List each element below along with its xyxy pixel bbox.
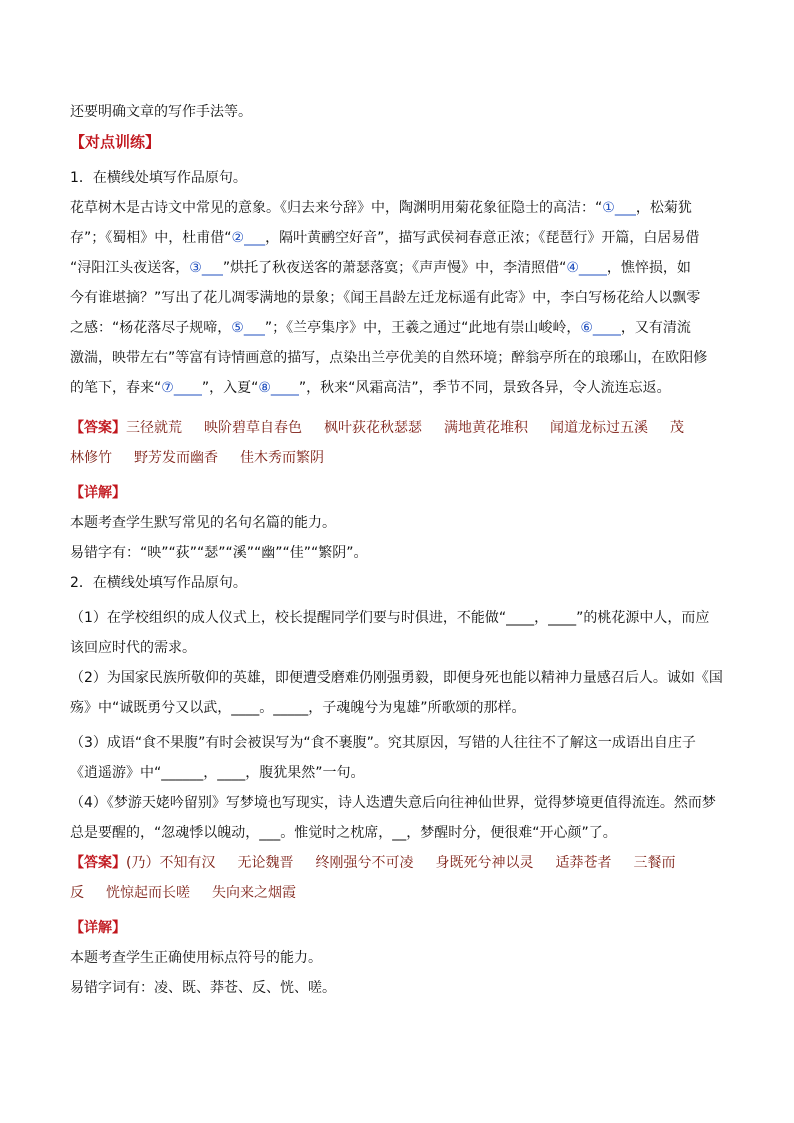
blank-5: ⑤___ (231, 320, 265, 336)
q1-line-5: 之感：“杨花落尽子规啼，⑤___”；《兰亭集序》中，王羲之通过“此地有崇山峻岭，⑥____，又有清流 (70, 320, 691, 336)
q2-detail-1: 本题考查学生正确使用标点符号的能力。 (70, 950, 322, 966)
q2-sub4-a: （4）《梦游天姥吟留别》写梦境也写现实，诗人迭遭失意后向往神仙世界，觉得梦境更值得流连。然而梦 (70, 795, 716, 811)
blank-4: ④____ (566, 260, 607, 276)
q1-line-7: 的笔下，春来“⑦____”，入夏“⑧____”，秋来“风霜高洁”，季节不同，景致各异，令人流连忘返。 (70, 380, 671, 396)
q2-detail-label: 【详解】 (70, 920, 126, 936)
q1-number: 1．在横线处填写作品原句。 (70, 170, 247, 186)
section-title: 【对点训练】 (70, 133, 161, 151)
blank-1: ①___ (602, 200, 636, 216)
q2-sub4-b: 总是要醒的，“忽魂悸以魄动，___。惟觉时之枕席，__，梦醒时分，便很难“开心颜”了。 (70, 825, 617, 841)
q1-detail-label: 【详解】 (70, 485, 126, 501)
answer-label: 【答案】 (70, 420, 126, 436)
q2-sub1-a: （1）在学校组织的成人仪式上，校长提醒同学们要与时俱进，不能做“____，____”的桃花源中人，而应 (70, 610, 710, 626)
q2-sub2-a: （2）为国家民族所敬仰的英雄，即便遭受磨难仍刚强勇毅，即便身死也能以精神力量感召后人。诚如《国 (70, 670, 723, 686)
q1-answer-line-1: 【答案】三径就荒 映阶碧草自春色 枫叶荻花秋瑟瑟 满地黄花堆积 闻道龙标过五溪 茂 (70, 420, 684, 436)
q1-line-4: 今有谁堪摘？”写出了花儿凋零满地的景象；《闻王昌龄左迁龙标遥有此寄》中，李白写杨花给人以飘零 (70, 290, 701, 306)
q2-sub1-b: 该回应时代的需求。 (70, 640, 196, 656)
answer-label: 【答案】 (70, 855, 126, 871)
q1-answer-line-2: 林修竹 野芳发而幽香 佳木秀而繁阴 (70, 450, 324, 466)
q2-sub3-b: 《逍遥游》中“______，____，腹犹果然”一句。 (70, 765, 365, 781)
q1-line-2: 存”；《蜀相》中，杜甫借“②___，隔叶黄鹂空好音”，描写武侯祠春意正浓；《琵琶行》开篇，白居易借 (70, 230, 700, 246)
q2-detail-2: 易错字词有：凌、既、莽苍、反、恍、嗟。 (70, 980, 336, 996)
q1-detail-1: 本题考查学生默写常见的名句名篇的能力。 (70, 515, 336, 531)
q1-detail-2: 易错字有：“映”“荻”“瑟”“溪”“幽”“佳”“繁阴”。 (70, 545, 368, 561)
q2-answer-line-1: 【答案】(乃）不知有汉 无论魏晋 终刚强兮不可凌 身既死兮神以灵 适莽苍者 三餐而 (70, 855, 676, 871)
q1-line-1: 花草树木是古诗文中常见的意象。《归去来兮辞》中，陶渊明用菊花象征隐士的高洁：“①___，松菊犹 (70, 200, 692, 216)
q2-answer-line-2: 反 恍惊起而长嗟 失向来之烟霞 (70, 885, 296, 901)
blank-8: ⑧____ (258, 380, 299, 396)
q1-line-3: “浔阳江头夜送客，③___”烘托了秋夜送客的萧瑟落寞；《声声慢》中，李清照借“④____，憔悴损，如 (70, 260, 691, 276)
q2-sub3-a: （3）成语“食不果腹”有时会被误写为“食不裹腹”。究其原因，写错的人往往不了解这一成语出自庄子 (70, 735, 696, 751)
q2-number: 2．在横线处填写作品原句。 (70, 575, 247, 591)
q1-line-6: 激湍，映带左右”等富有诗情画意的描写，点染出兰亭优美的自然环境；醉翁亭所在的琅琊山，在欧阳修 (70, 350, 708, 366)
blank-3: ③___ (189, 260, 223, 276)
q2-sub2-b: 殇》中“诚既勇兮又以武，____。_____，子魂魄兮为鬼雄”所歌颂的那样。 (70, 700, 526, 716)
blank-7: ⑦____ (161, 380, 202, 396)
blank-6: ⑥____ (580, 320, 621, 336)
blank-2: ②___ (231, 230, 266, 246)
lead-text: 还要明确文章的写作手法等。 (70, 104, 252, 120)
